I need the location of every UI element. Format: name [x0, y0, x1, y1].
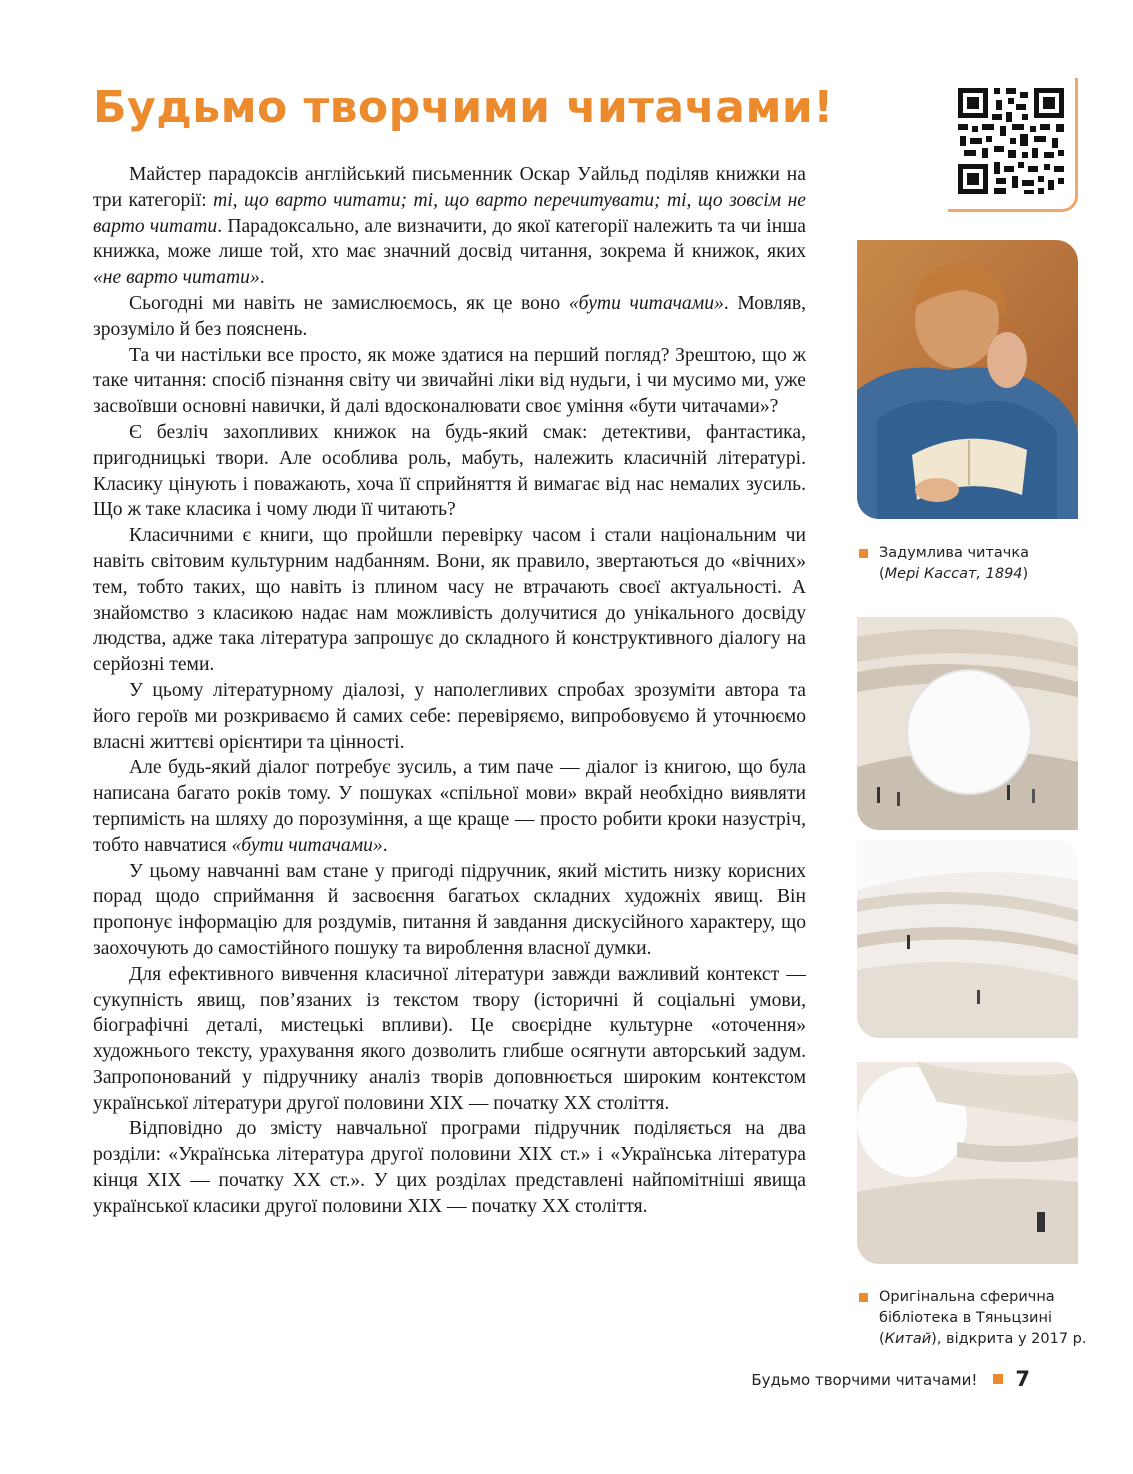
body-paragraph: Класичними є книги, що пройшли перевірку часом і стали національним чи навіть світовим культурним надбанням. Вони, як правило, звертаються до «вічних» тем, тобто таких, що навіть із плином часу не втрачають своєї актуальності. А знайомство з класикою надає нам можливість долучитися до унікального досвіду людства, адже така література запрошує до складного й конструктивного діалогу на серйозні теми. [93, 525, 806, 676]
body-paragraph: Є безліч захопливих книжок на будь-який смак: детективи, фантастика, пригодницькі твори. Але особлива роль, мабуть, належить класичній літературі. Класику цінують і поважають, хоча її сприйняття й вимагає від нас немалих зусиль. Що ж таке класика і чому люди її читають? [93, 421, 806, 521]
emphasis: «не варто читати» [93, 267, 260, 289]
body-paragraph: Та чи настільки все просто, як може здатися на перший погляд? Зрештою, що ж таке читання: спосіб пізнання світу чи звичайні ліки від нудьги, і чи мусимо ми, уже засвоївши основні навички, й далі вдосконалювати своє уміння «бути читачами»? [93, 344, 806, 418]
qr-code-frame[interactable] [948, 78, 1078, 212]
body-paragraph: Майстер парадоксів англійський письменник Оскар Уайльд поділяв книжки на три категорії: ті, що варто читати; ті, що варто перечитувати; ті, що зовсім не варто читати. Парадоксально, але визначити, до якої категорії належить та чи інша книжка, може лише той, хто має значний досвід читання, зокрема й книжок, яких «не варто читати». [93, 164, 807, 289]
library-photo-sphere [857, 617, 1078, 830]
library-photo-shelves [857, 840, 1078, 1038]
emphasis: «бути читачами» [568, 292, 724, 314]
emphasis: «бути читачами» [231, 834, 383, 856]
body-paragraph: Але будь-який діалог потребує зусиль, а тим паче — діалог із книгою, що була написана багато років тому. У пошуках «спільної мови» вкрай необхідно виявляти терпимість на шляху до порозуміння, а ще краще — просто робити кроки назустріч, тобто навчатися «бути читачами». [93, 757, 806, 856]
body-paragraph: Сьогодні ми навіть не замислюємось, як це воно «бути читачами». Мовляв, зрозуміло й без пояснень. [93, 292, 806, 340]
body-paragraph: У цьому літературному діалозі, у наполегливих спробах зрозуміти автора та його героїв ми розкриваємо й самих себе: перевіряємо, випробовуємо й уточнюємо власні життєві орієнтири та цінності. [93, 679, 806, 753]
caption-bullet [859, 549, 868, 558]
footer-square-icon [993, 1374, 1003, 1384]
body-paragraph: Відповідно до змісту навчальної програми підручник поділяється на два розділи: «Українська література другої половини XIX ст.» і «Українська література кінця XIX — початку XX ст.». У цих розділах представлені найпомітніші явища української класики другої половини XIX — початку XX століття. [93, 1118, 806, 1217]
library-photo-stairs [857, 1062, 1078, 1264]
body-paragraph: Для ефективного вивчення класичної літератури завжди важливий контекст — сукупність явищ, пов’язаних із текстом твору (історичні й соціальні умови, біографічні деталі, мистецькі впливи). Це своєрідне культурне «оточення» художнього тексту, урахування якого дозволить глибше осягнути авторський задум. Запропонований у підручнику аналіз творів доповнюється широким контекстом української літератури другої половини XIX — початку XX століття. [93, 963, 806, 1114]
page-footer [720, 1367, 1030, 1391]
qr-code-icon [956, 86, 1066, 196]
painting-pensive-reader [857, 240, 1078, 519]
library-caption: Оригінальна сферична бібліотека в Тяньцзині (Китай), відкрита у 2017 р. [879, 1287, 1109, 1350]
body-paragraph: У цьому навчанні вам стане у пригоді підручник, який містить низку корисних порад щодо сприймання й засвоєння багатьох складних художніх явищ. Він пропонує інформацію для роздумів, питання й завдання дискусійного характеру, що заохочують до самостійного пошуку та вироблення власної думки. [93, 860, 806, 959]
painting-caption: Задумлива читачка (Мері Кассат, 1894) [879, 543, 1109, 585]
emphasis: ті, що варто читати; ті, що варто перечитувати; ті, що зовсім не варто читати [93, 189, 807, 237]
library-caption-country: Китай [884, 1331, 932, 1347]
painting-caption-title: Задумлива читачка [879, 545, 1029, 561]
page-title: Будьмо творчими читачами! [93, 82, 834, 133]
page-number: 7 [1015, 1367, 1030, 1391]
running-title: Будьмо творчими читачами! [751, 1371, 978, 1389]
painting-caption-author: Мері Кассат, 1894 [884, 566, 1023, 582]
caption-bullet [859, 1293, 868, 1302]
body-text [93, 162, 806, 1220]
